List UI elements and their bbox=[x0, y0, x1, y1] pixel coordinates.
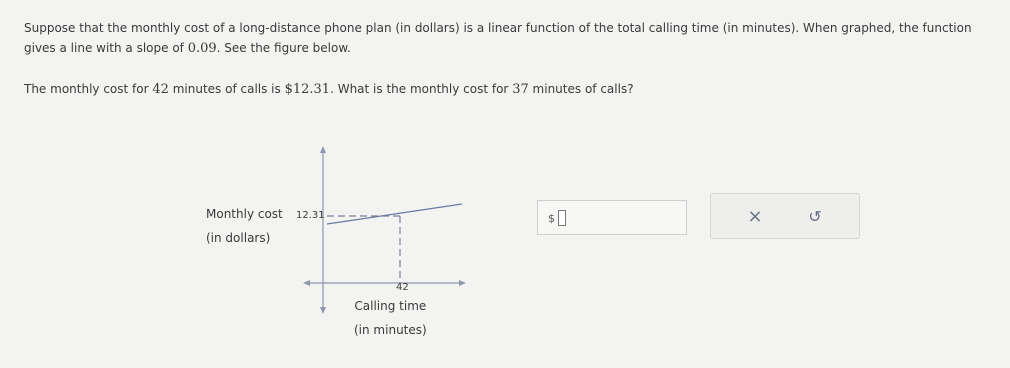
problem-statement bbox=[24, 18, 994, 59]
asked-minutes: 37 bbox=[512, 82, 529, 97]
question-part-3: . What is the monthly cost for bbox=[330, 82, 513, 96]
problem-line-2-start: gives a line with a slope of bbox=[24, 41, 188, 55]
x-axis-label-line-1: Calling time bbox=[354, 299, 427, 313]
x-axis-label bbox=[354, 294, 427, 342]
answer-entry-cursor[interactable] bbox=[558, 210, 566, 226]
y-axis-down-arrow bbox=[320, 307, 326, 314]
y-axis-up-arrow bbox=[320, 146, 326, 153]
y-tick-label: 12.31 bbox=[296, 210, 325, 221]
graph-svg bbox=[200, 140, 470, 345]
problem-line-1: Suppose that the monthly cost of a long-distance phone plan (in dollars) is a linear function of the total calling time (in minutes). When graphed, the function bbox=[24, 21, 972, 35]
answer-tools bbox=[710, 193, 860, 239]
slope-value: 0.09 bbox=[187, 41, 217, 56]
undo-icon[interactable]: ↺ bbox=[808, 206, 822, 226]
question-text bbox=[24, 82, 634, 97]
given-minutes: 42 bbox=[152, 82, 169, 97]
x-axis-left-arrow bbox=[303, 280, 310, 286]
clear-icon[interactable]: × bbox=[747, 205, 763, 227]
function-line bbox=[327, 204, 462, 224]
question-part-1: The monthly cost for bbox=[24, 82, 153, 96]
cost-graph bbox=[200, 140, 470, 345]
question-part-4: minutes of calls? bbox=[528, 82, 634, 96]
x-axis-label-line-2: (in minutes) bbox=[354, 323, 427, 337]
x-axis-right-arrow bbox=[459, 280, 466, 286]
problem-line-2-end: . See the figure below. bbox=[216, 41, 351, 55]
given-cost: $12.31 bbox=[284, 82, 331, 97]
problem-line-2 bbox=[24, 38, 994, 59]
x-tick-label: 42 bbox=[396, 282, 409, 293]
y-axis-label-line-2: (in dollars) bbox=[206, 231, 271, 245]
dollar-prefix: $ bbox=[548, 212, 555, 225]
answer-input[interactable] bbox=[537, 200, 687, 235]
question-part-2: minutes of calls is bbox=[168, 82, 285, 96]
y-axis-label-line-1: Monthly cost bbox=[206, 207, 283, 221]
